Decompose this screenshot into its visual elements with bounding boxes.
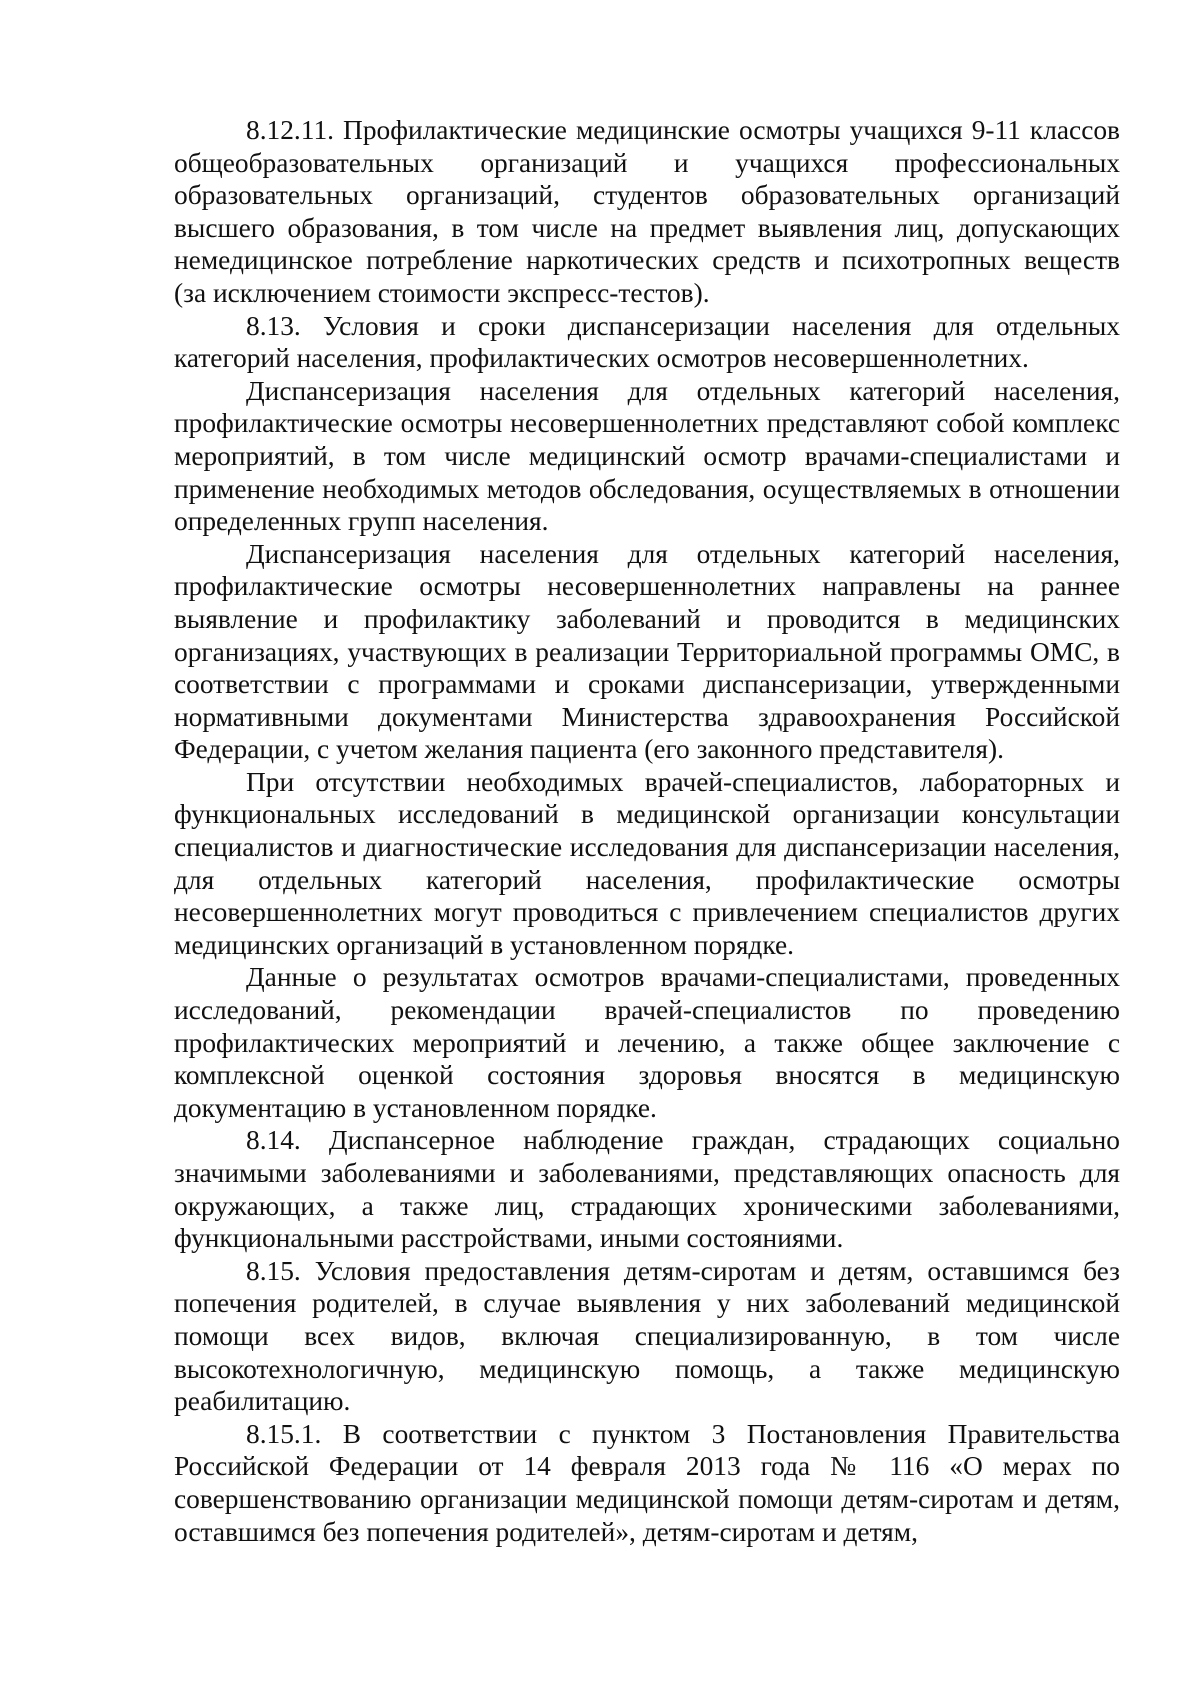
- paragraph-dispensarization-purpose: Диспансеризация населения для отдельных категорий населения, профилактические осмотры несовершеннолетних направлены на раннее выявление и профилактику заболеваний и проводится в медицинских организациях, участвующих в реализации Территориальной программы ОМС, в соответствии с программами и сроками диспансеризации, утвержденными нормативными документами Министерства здравоохранения Российской Федерации, с учетом желания пациента (его законного представителя).: [174, 538, 1120, 765]
- paragraph-examination-results: Данные о результатах осмотров врачами-специалистами, проведенных исследований, рекомендации врачей-специалистов по проведению профилактических мероприятий и лечению, а также общее заключение с комплексной оценкой состояния здоровья вносятся в медицинскую документацию в установленном порядке.: [174, 962, 1120, 1123]
- paragraph-8-15: 8.15. Условия предоставления детям-сиротам и детям, оставшимся без попечения родителей, в случае выявления у них заболеваний медицинской помощи всех видов, включая специализированную, в том числе высокотехнологичную, медицинскую помощь, а также медицинскую реабилитацию.: [174, 1255, 1120, 1417]
- document-body: [174, 114, 1120, 1548]
- paragraph-dispensarization-definition: Диспансеризация населения для отдельных категорий населения, профилактические осмотры несовершеннолетних представляют собой комплекс мероприятий, в том числе медицинский осмотр врачами-специалистами и применение необходимых методов обследования, осуществляемых в отношении определенных групп населения.: [174, 375, 1120, 537]
- paragraph-8-13: 8.13. Условия и сроки диспансеризации населения для отдельных категорий населения, профилактических осмотров несовершеннолетних.: [174, 310, 1120, 374]
- paragraph-8-15-1: 8.15.1. В соответствии с пунктом 3 Постановления Правительства Российской Федерации от 14 февраля 2013 года № 116 «О мерах по совершенствованию организации медицинской помощи детям-сиротам и детям, оставшимся без попечения родителей», детям-сиротам и детям,: [174, 1418, 1120, 1547]
- paragraph-8-12-11: 8.12.11. Профилактические медицинские осмотры учащихся 9-11 классов общеобразовательных организаций и учащихся профессиональных образовательных организаций, студентов образовательных организаций высшего образования, в том числе на предмет выявления лиц, допускающих немедицинское потребление наркотических средств и психотропных веществ (за исключением стоимости экспресс-тестов).: [174, 115, 1120, 308]
- paragraph-absent-specialists: При отсутствии необходимых врачей-специалистов, лабораторных и функциональных исследований в медицинской организации консультации специалистов и диагностические исследования для диспансеризации населения, для отдельных категорий населения, профилактические осмотры несовершеннолетних могут проводиться с привлечением специалистов других медицинских организаций в установленном порядке.: [174, 766, 1120, 960]
- paragraph-8-14: 8.14. Диспансерное наблюдение граждан, страдающих социально значимыми заболеваниями и заболеваниями, представляющих опасность для окружающих, а также лиц, страдающих хроническими заболеваниями, функциональными расстройствами, иными состояниями.: [174, 1125, 1120, 1254]
